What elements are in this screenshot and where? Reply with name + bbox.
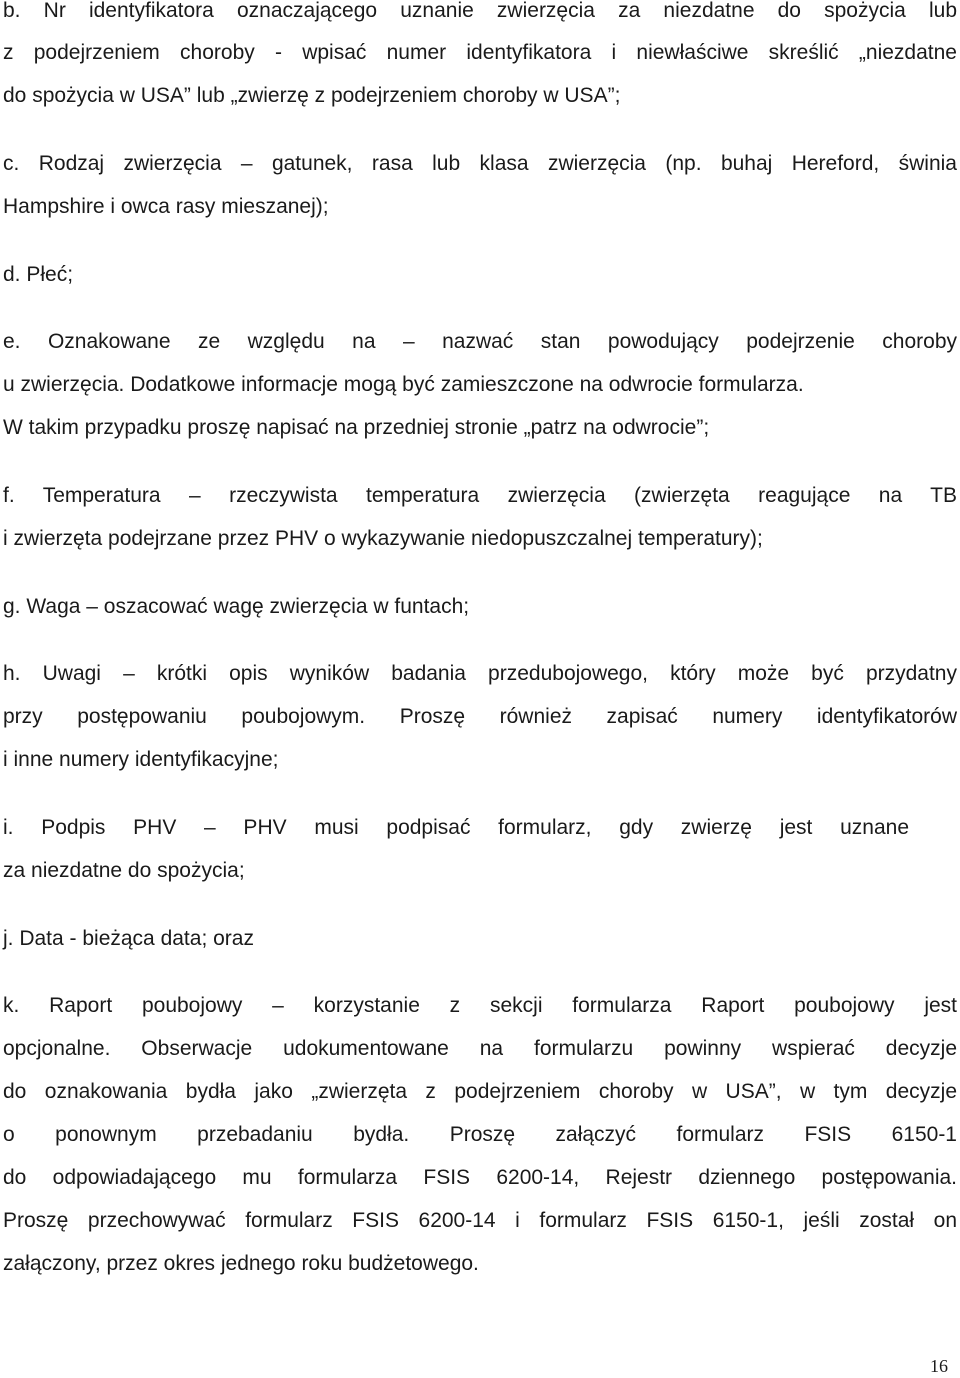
item-k-line-4: o ponownym przebadaniu bydła. Proszę załączyć formularz FSIS 6150-1 [3, 1123, 957, 1146]
item-d-line-1: d. Płeć; [3, 263, 74, 286]
item-g-line-1: g. Waga – oszacować wagę zwierzęcia w funtach; [3, 595, 470, 618]
item-k-line-5: do odpowiadającego mu formularza FSIS 6200-14, Rejestr dziennego postępowania. [3, 1166, 957, 1189]
item-i-line-2: za niezdatne do spożycia; [3, 859, 245, 882]
item-b-line-2: z podejrzeniem choroby - wpisać numer identyfikatora i niewłaściwe skreślić „niezdatne [3, 41, 957, 64]
item-b-line-1: b. Nr identyfikatora oznaczającego uznanie zwierzęcia za niezdatne do spożycia lub [3, 0, 957, 22]
item-i-line-1: i. Podpis PHV – PHV musi podpisać formularz, gdy zwierzę jest uznane [3, 816, 909, 839]
item-e-line-2: u zwierzęcia. Dodatkowe informacje mogą być zamieszczone na odwrocie formularza. [3, 373, 804, 396]
item-f-line-2: i zwierzęta podejrzane przez PHV o wykazywanie niedopuszczalnej temperatury); [3, 527, 763, 550]
item-b-line-3: do spożycia w USA” lub „zwierzę z podejrzeniem choroby w USA”; [3, 84, 621, 107]
item-k-line-7: załączony, przez okres jednego roku budżetowego. [3, 1252, 479, 1275]
item-k-line-2: opcjonalne. Obserwacje udokumentowane na formularzu powinny wspierać decyzje [3, 1037, 957, 1060]
item-f-line-1: f. Temperatura – rzeczywista temperatura zwierzęcia (zwierzęta reagujące na TB [3, 484, 957, 507]
item-j-line-1: j. Data - bieżąca data; oraz [3, 927, 254, 950]
item-h-line-3: i inne numery identyfikacyjne; [3, 748, 279, 771]
item-h-line-2: przy postępowaniu poubojowym. Proszę również zapisać numery identyfikatorów [3, 705, 957, 728]
item-c-line-1: c. Rodzaj zwierzęcia – gatunek, rasa lub klasa zwierzęcia (np. buhaj Hereford, świnia [3, 152, 957, 175]
item-k-line-1: k. Raport poubojowy – korzystanie z sekcji formularza Raport poubojowy jest [3, 994, 957, 1017]
item-h-line-1: h. Uwagi – krótki opis wyników badania przedubojowego, który może być przydatny [3, 662, 957, 685]
page-number: 16 [930, 1356, 948, 1376]
item-e-line-1: e. Oznakowane ze względu na – nazwać stan powodujący podejrzenie choroby [3, 330, 957, 353]
item-k-line-3: do oznakowania bydła jako „zwierzęta z podejrzeniem choroby w USA”, w tym decyzje [3, 1080, 957, 1103]
item-e-line-3: W takim przypadku proszę napisać na przedniej stronie „patrz na odwrocie”; [3, 416, 710, 439]
item-c-line-2: Hampshire i owca rasy mieszanej); [3, 195, 329, 218]
item-k-line-6: Proszę przechowywać formularz FSIS 6200-14 i formularz FSIS 6150-1, jeśli został on [3, 1209, 957, 1232]
